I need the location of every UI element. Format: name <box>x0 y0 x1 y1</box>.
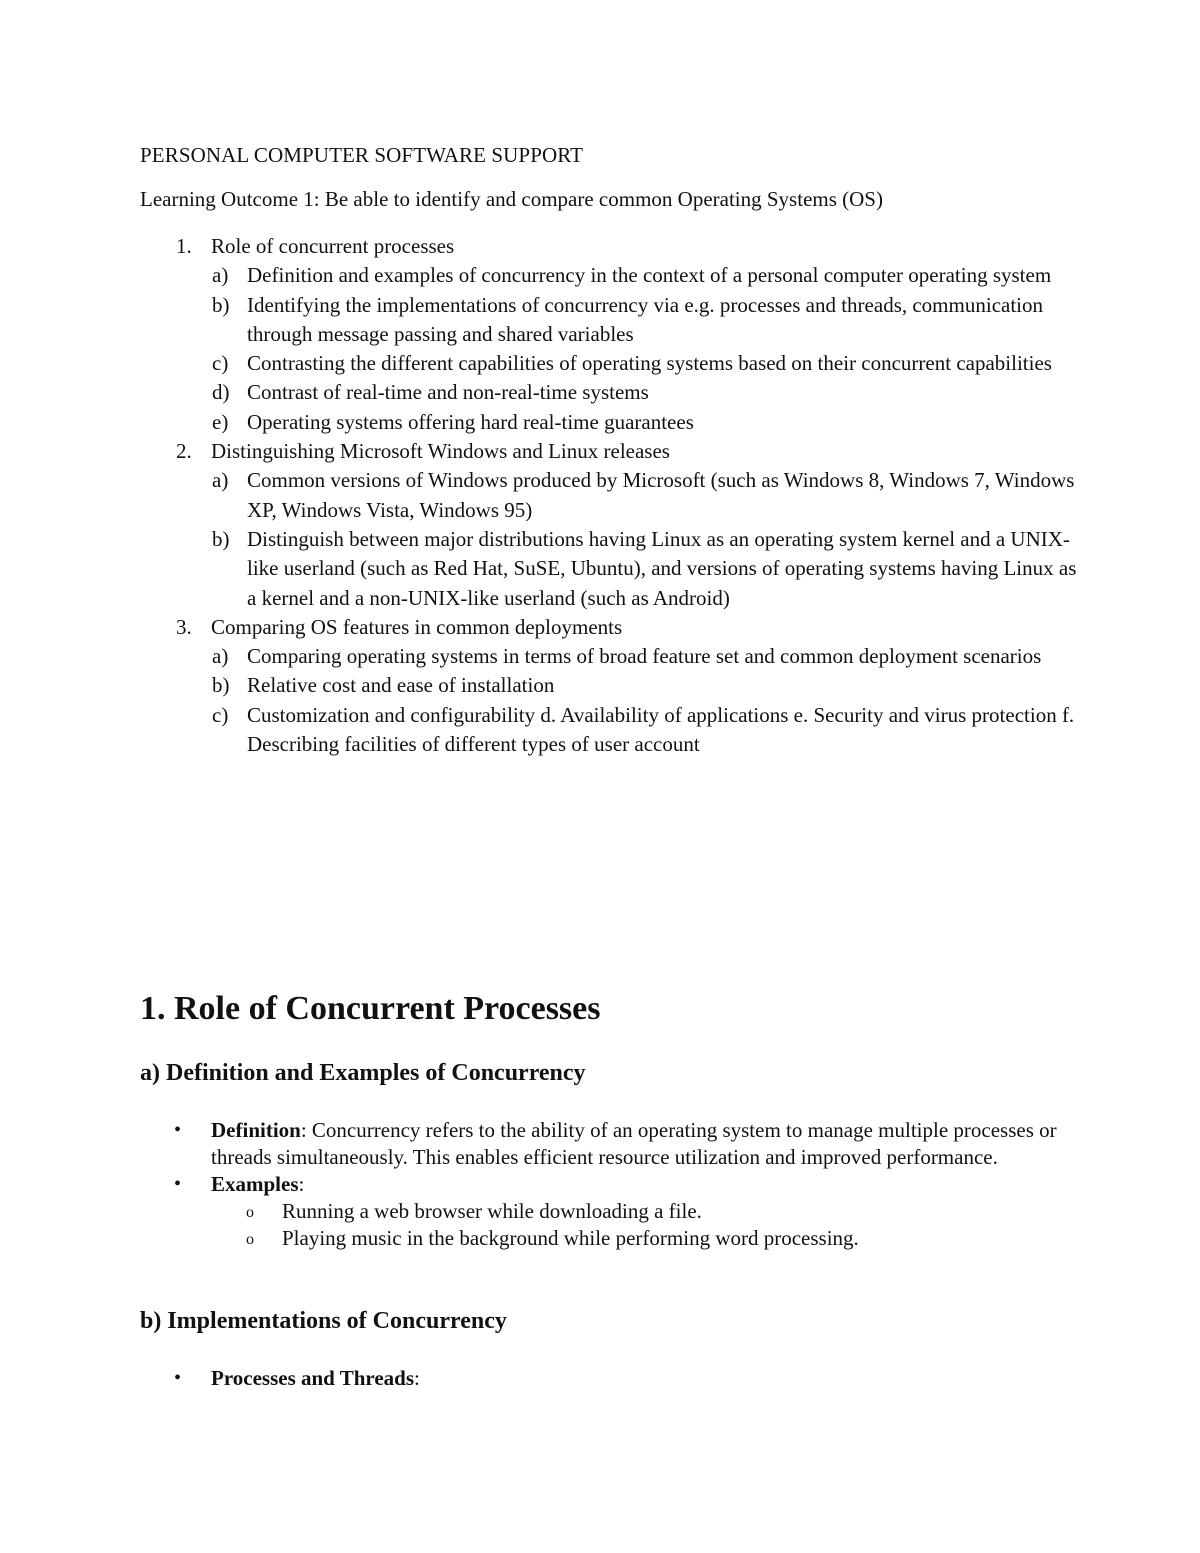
subitem-text: Comparing operating systems in terms of broad feature set and common deployment scenarios <box>247 644 1042 669</box>
subsection-heading-b: b) Implementations of Concurrency <box>140 1308 507 1334</box>
bullet-icon: • <box>174 1367 182 1389</box>
subitem-text: Contrast of real-time and non-real-time systems <box>247 380 649 405</box>
bullet-item-examples <box>140 1171 1080 1198</box>
example-item <box>140 1225 1080 1252</box>
circle-bullet-icon: o <box>246 1204 254 1221</box>
document-title: PERSONAL COMPUTER SOFTWARE SUPPORT <box>140 143 584 167</box>
processes-threads-label: Processes and Threads <box>211 1366 415 1390</box>
subitem-letter: d) <box>212 380 230 405</box>
subitem-text: Contrasting the different capabilities of operating systems based on their concurrent capabilities <box>247 351 1052 376</box>
implementation-bullet-list <box>140 1365 1080 1392</box>
subitem-letter: b) <box>212 526 230 551</box>
outline-subitem <box>140 291 1080 350</box>
outline-subitem <box>140 701 1080 760</box>
subitem-text: Distinguish between major distributions having Linux as an operating system kernel and a UNIX-like userland (such as Red Hat, SuSE, Ubuntu), and versions of operating systems having Linux as a kernel and a non-UNIX-like userland (such as Android) <box>247 526 1077 610</box>
subitem-text: Common versions of Windows produced by Microsoft (such as Windows 8, Windows 7, Windows XP, Windows Vista, Windows 95) <box>247 468 1075 522</box>
definition-bullet-list <box>140 1117 1080 1252</box>
subitem-letter: a) <box>212 468 229 493</box>
subitem-text: Operating systems offering hard real-time guarantees <box>247 409 694 434</box>
outline-list <box>140 232 1080 759</box>
examples-label: Examples <box>211 1172 299 1196</box>
outline-number: 1. <box>176 234 192 258</box>
processes-threads-colon: : <box>414 1366 420 1390</box>
subitem-letter: a) <box>212 263 229 288</box>
outline-text: Comparing OS features in common deployments <box>211 614 623 639</box>
subitem-text: Relative cost and ease of installation <box>247 673 555 698</box>
example-item <box>140 1198 1080 1225</box>
outline-subitem <box>140 378 1080 407</box>
subitem-letter: b) <box>212 673 230 698</box>
examples-colon: : <box>298 1172 305 1196</box>
outline-item <box>140 437 1080 466</box>
subitem-letter: b) <box>212 292 230 317</box>
bullet-item-definition <box>140 1117 1080 1171</box>
subitem-text: Identifying the implementations of concurrency via e.g. processes and threads, communication through message passing and shared variables <box>247 292 1044 346</box>
outline-text: Distinguishing Microsoft Windows and Linux releases <box>211 439 670 464</box>
section-heading: 1. Role of Concurrent Processes <box>140 990 601 1027</box>
subitem-letter: c) <box>212 702 229 727</box>
example-text: Playing music in the background while performing word processing. <box>282 1226 859 1250</box>
outline-subitem <box>140 671 1080 700</box>
subitem-text: Customization and configurability d. Availability of applications e. Security and virus protection f. Describing facilities of different types of user account <box>247 702 1075 757</box>
bullet-icon: • <box>174 1119 182 1141</box>
outline-item <box>140 232 1080 261</box>
subitem-text: Definition and examples of concurrency in the context of a personal computer operating system <box>247 263 1052 288</box>
outline-subitem <box>140 525 1080 613</box>
subitem-letter: c) <box>212 351 229 376</box>
outline-number: 2. <box>176 439 192 464</box>
outline-subitem <box>140 261 1080 290</box>
definition-text: : Concurrency refers to the ability of an operating system to manage multiple processes or threads simultaneously. This enables efficient resource utilization and improved performance. <box>211 1118 1057 1169</box>
outline-item <box>140 613 1080 642</box>
subsection-heading-a: a) Definition and Examples of Concurrency <box>140 1060 586 1086</box>
learning-outcome: Learning Outcome 1: Be able to identify and compare common Operating Systems (OS) <box>140 187 883 211</box>
outline-number: 3. <box>176 614 192 639</box>
subitem-letter: a) <box>212 644 229 669</box>
definition-label: Definition <box>211 1118 301 1142</box>
outline-subitem <box>140 349 1080 378</box>
outline-subitem <box>140 408 1080 437</box>
outline-text: Role of concurrent processes <box>211 234 455 258</box>
circle-bullet-icon: o <box>246 1231 254 1248</box>
subitem-letter: e) <box>212 409 229 434</box>
example-text: Running a web browser while downloading a file. <box>282 1199 702 1223</box>
bullet-icon: • <box>174 1173 182 1195</box>
outline-subitem <box>140 642 1080 671</box>
outline-subitem <box>140 466 1080 525</box>
bullet-item-processes-threads <box>140 1365 1080 1392</box>
